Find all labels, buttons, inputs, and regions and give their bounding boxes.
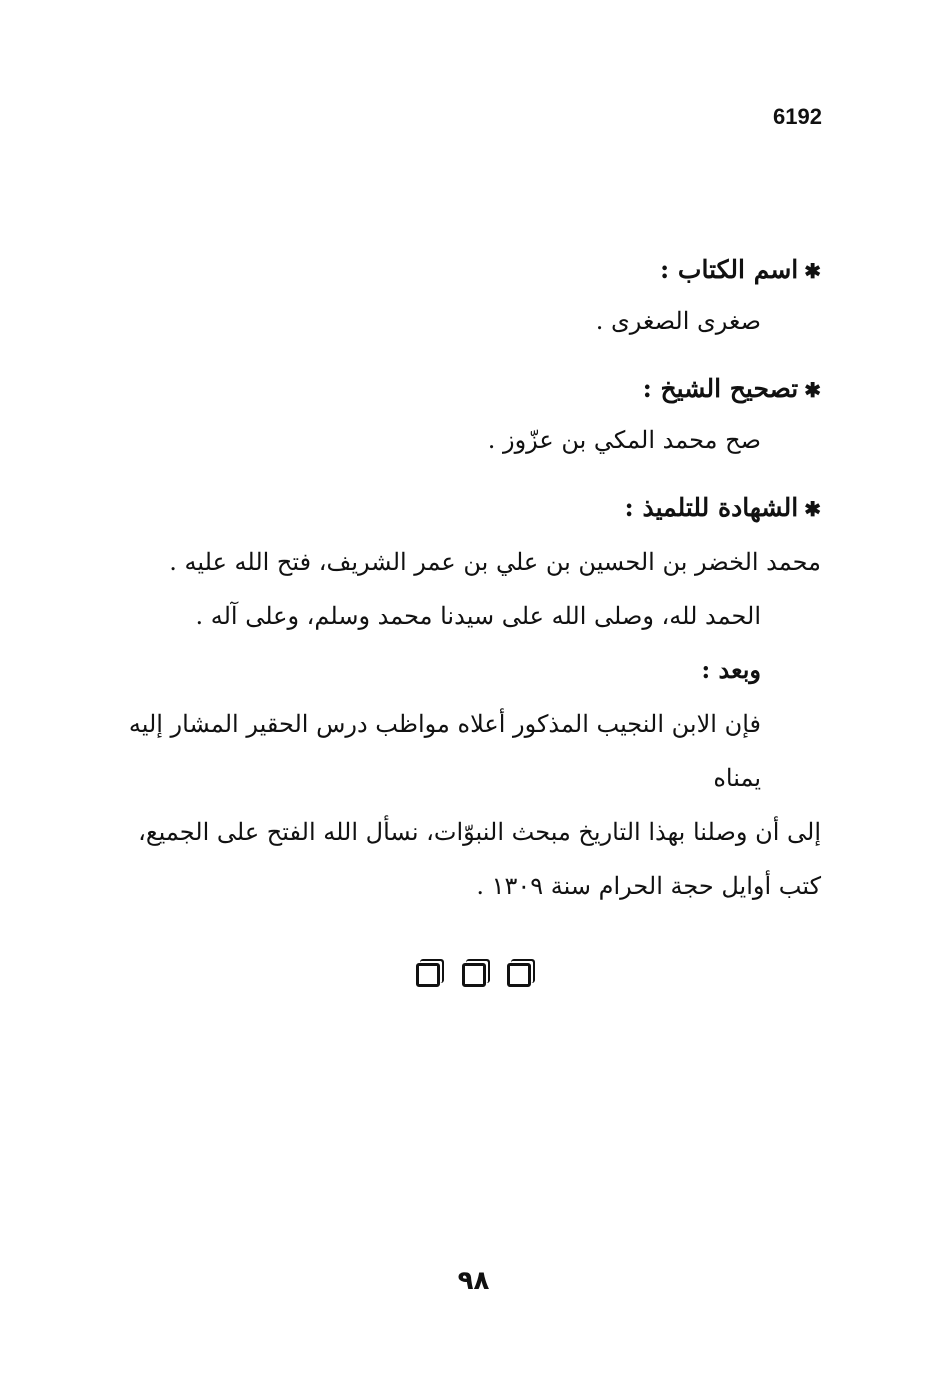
book-name-heading — [121, 250, 821, 291]
sheikh-correction-heading — [121, 369, 821, 410]
certificate-line: كتب أوايل حجة الحرام سنة ١٣٠٩ . — [476, 872, 821, 900]
page-number: ٩٨ — [457, 1266, 490, 1296]
square-ornament-icon — [507, 963, 531, 987]
square-ornament-icon — [416, 963, 440, 987]
certificate-line: وبعد : — [701, 655, 761, 684]
student-certificate-heading — [121, 488, 821, 529]
star-bullet-icon: ✱ — [804, 378, 821, 402]
certificate-line: إلى أن وصلنا بهذا التاريخ مبحث النبوّات، نسأل الله الفتح على الجميع، — [138, 818, 821, 846]
certificate-line: الحمد لله، وصلى الله على سيدنا محمد وسلم، وعلى آله . — [195, 602, 761, 630]
book-name-value: صغرى الصغرى . — [595, 307, 761, 335]
sheikh-correction-label: تصحيح الشيخ : — [642, 374, 799, 403]
certificate-line: فإن الابن النجيب المذكور أعلاه مواظب درس الحقير المشار إليه يمناه — [128, 710, 761, 792]
document-id: 6192 — [773, 104, 822, 129]
star-bullet-icon: ✱ — [804, 259, 821, 283]
star-bullet-icon: ✱ — [804, 497, 821, 521]
sheikh-correction-value: صح محمد المكي بن عزّوز . — [487, 426, 761, 454]
certificate-line: محمد الخضر بن الحسين بن علي بن عمر الشريف، فتح الله عليه . — [169, 548, 821, 576]
section-ornament — [0, 963, 947, 991]
student-certificate-label: الشهادة للتلميذ : — [624, 493, 799, 522]
square-ornament-icon — [462, 963, 486, 987]
book-name-label: اسم الكتاب : — [660, 255, 799, 284]
page-content — [121, 250, 821, 913]
